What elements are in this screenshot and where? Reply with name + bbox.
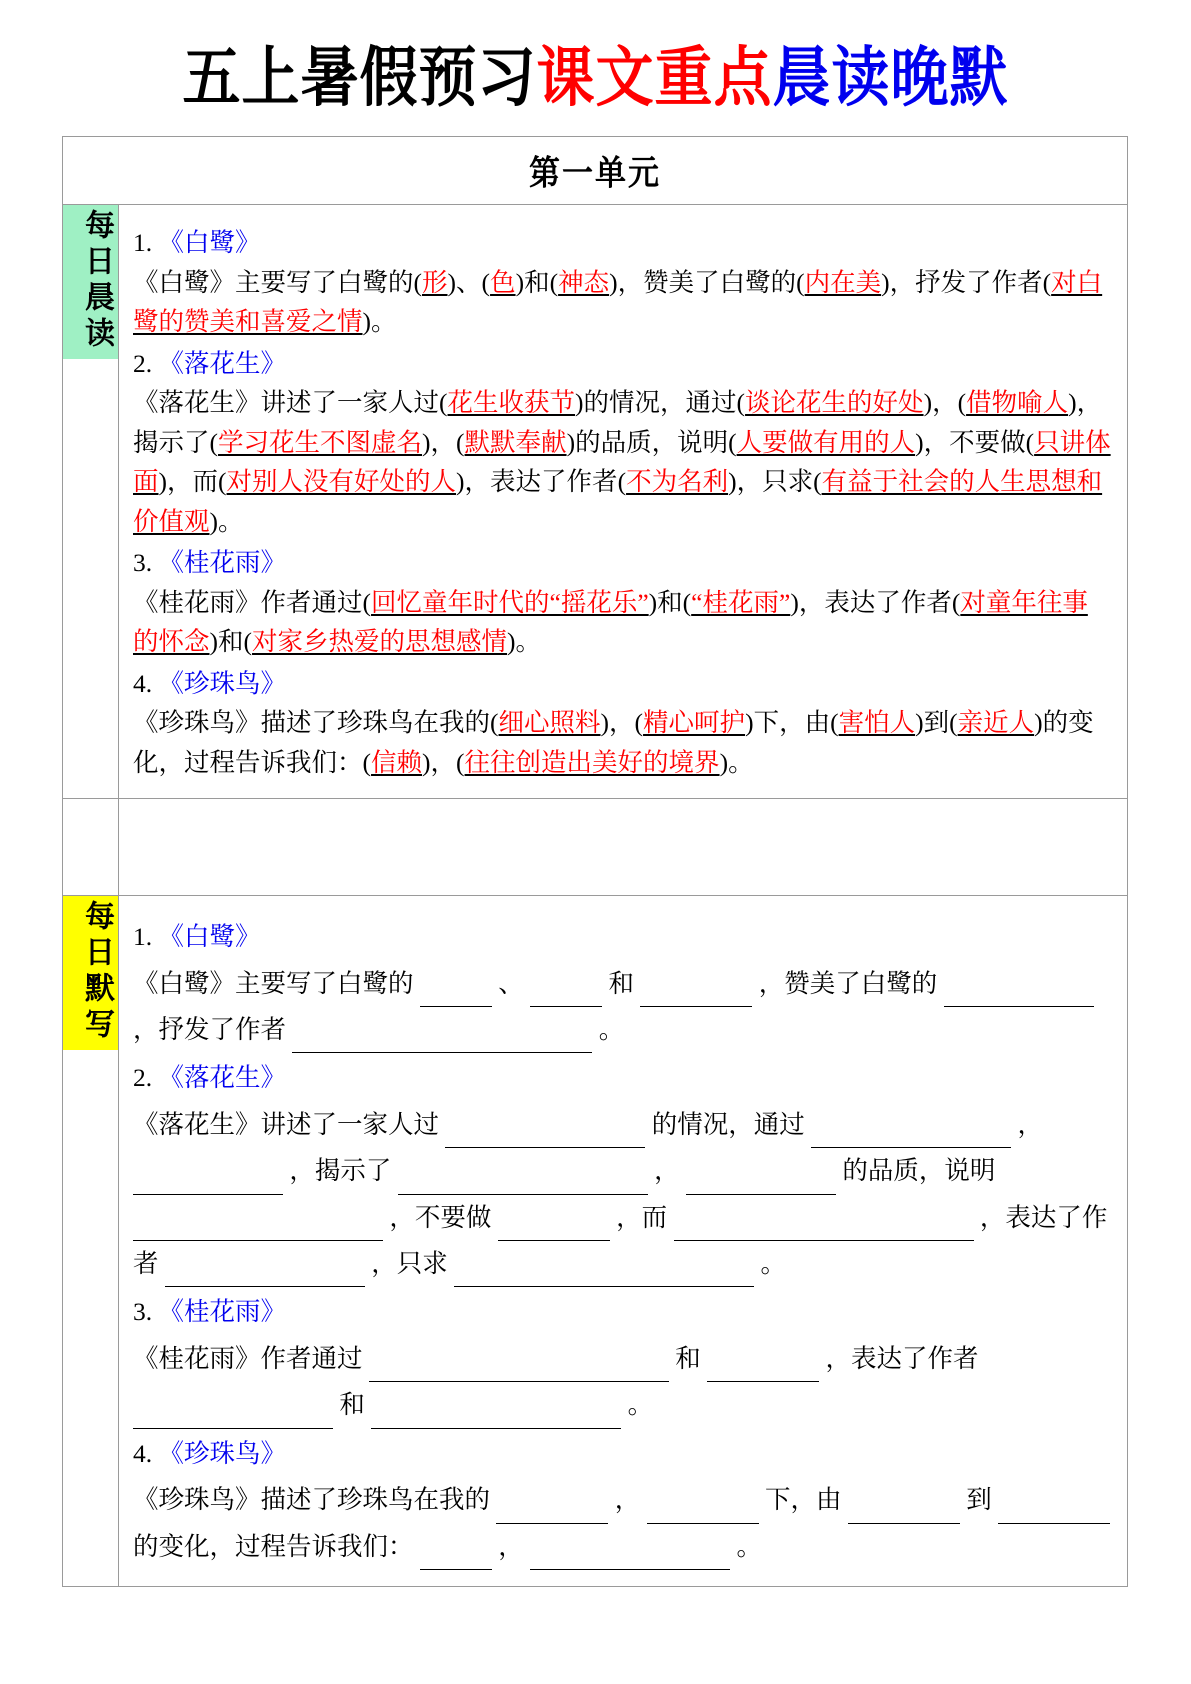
- body-text: ，只求: [371, 1249, 448, 1279]
- answer-text: 色: [490, 267, 516, 297]
- title-part-black: 五上暑假预习: [182, 38, 537, 116]
- lesson-number: 4.: [133, 1438, 153, 1468]
- fill-in-blank[interactable]: [371, 1401, 621, 1429]
- fill-in-blank[interactable]: [292, 1026, 592, 1054]
- answer-paren-open: (: [617, 467, 627, 497]
- fill-in-blank[interactable]: [165, 1260, 365, 1288]
- body-text: 、: [456, 267, 482, 297]
- answer-text: 默默奉献: [464, 427, 567, 457]
- body-text: ，: [1017, 1109, 1044, 1139]
- lesson-heading: [133, 543, 1113, 583]
- answer-text: 往往创造出美好的境界: [464, 747, 720, 777]
- body-text: 下，由: [753, 708, 831, 738]
- body-text: ，只求: [736, 467, 814, 497]
- lesson-title: 《珍珠鸟》: [158, 668, 287, 698]
- body-text: 《白鹭》主要写了白鹭的: [133, 968, 414, 998]
- answer-text: 对童年往事的怀念: [133, 587, 1088, 657]
- body-text: ，不要做: [923, 427, 1026, 457]
- unit-header-cell: [63, 137, 1127, 204]
- answer-paren-close: ): [648, 587, 658, 617]
- lesson-body: [133, 263, 1113, 342]
- answer-paren-open: (: [1025, 427, 1035, 457]
- answer-paren-close: ): [209, 506, 219, 536]
- answer-text: 害怕人: [838, 708, 916, 738]
- body-text: 下，由: [765, 1485, 842, 1515]
- body-text: ，不要做: [389, 1202, 492, 1232]
- lesson-title: 《桂花雨》: [158, 548, 287, 578]
- body-text: ，而: [616, 1202, 668, 1232]
- answer-paren-close: ): [158, 467, 168, 497]
- lesson-heading: [133, 664, 1113, 704]
- answer-paren-open: (: [209, 427, 219, 457]
- body-text: 、: [498, 968, 524, 998]
- answer-paren-close: ): [575, 388, 584, 418]
- body-text: 《桂花雨》作者通过: [133, 1343, 363, 1373]
- fill-in-blank[interactable]: [530, 979, 602, 1007]
- lesson-heading: [133, 1289, 1113, 1335]
- spacer-row: [63, 799, 1127, 896]
- fill-in-blank[interactable]: [674, 1213, 974, 1241]
- body-text: 《落花生》讲述了一家人过: [133, 1109, 440, 1139]
- body-text: ，抒发了作者: [133, 1015, 287, 1045]
- body-text: 。: [728, 747, 754, 777]
- answer-text: 神态: [558, 267, 610, 297]
- lesson-heading: [133, 1055, 1113, 1101]
- body-text: 。: [736, 1531, 763, 1561]
- fill-in-blank[interactable]: [640, 979, 752, 1007]
- body-text: ，赞美了白鹭的: [758, 968, 938, 998]
- answer-paren-close: ): [881, 267, 890, 297]
- answer-text: 形: [422, 267, 448, 297]
- fill-in-blank[interactable]: [398, 1167, 648, 1195]
- lesson-number: 3.: [133, 548, 153, 578]
- lesson-body: [133, 383, 1113, 541]
- fill-in-blank[interactable]: [530, 1542, 730, 1570]
- answer-paren-close: ): [422, 747, 431, 777]
- fill-in-blank[interactable]: [647, 1496, 759, 1524]
- answer-text: 学习花生不图虚名: [218, 427, 423, 457]
- answer-text: 对白鹭的赞美和喜爱之情: [133, 267, 1103, 337]
- body-text: 《珍珠鸟》描述了珍珠鸟在我的: [133, 1485, 491, 1515]
- answer-paren-close: ): [456, 467, 465, 497]
- answer-text: 细心照料: [498, 708, 601, 738]
- answer-paren-open: (: [682, 587, 692, 617]
- lesson-title: 《白鹭》: [158, 922, 261, 952]
- body-text: 和: [608, 968, 635, 998]
- answer-paren-close: ): [507, 627, 516, 657]
- body-text: ，揭示了: [133, 388, 1103, 457]
- answer-paren-open: (: [243, 627, 253, 657]
- body-text: 和: [675, 1343, 701, 1373]
- body-text: 到: [923, 708, 950, 738]
- dictation-side-cell: [63, 896, 119, 1586]
- body-text: 《珍珠鸟》描述了珍珠鸟在我的: [133, 708, 491, 738]
- lesson-body: [133, 1102, 1113, 1288]
- body-text: ，表达了作者: [798, 587, 952, 617]
- body-text: 的情况，通过: [651, 1109, 805, 1139]
- answer-text: 花生收获节: [447, 388, 576, 418]
- fill-in-blank[interactable]: [944, 979, 1094, 1007]
- unit-title: 第一单元: [529, 153, 661, 194]
- lesson-number: 1.: [133, 228, 153, 257]
- answer-text: “桂花雨”: [691, 587, 791, 617]
- lesson-body: [133, 961, 1113, 1054]
- answer-paren-open: (: [413, 267, 423, 297]
- answer-paren-close: ): [1068, 388, 1077, 418]
- answer-paren-close: ): [915, 427, 924, 457]
- answer-paren-open: (: [456, 427, 465, 457]
- body-text: 和: [218, 627, 244, 657]
- body-text: ，: [614, 1485, 641, 1515]
- lesson-body: [133, 583, 1113, 662]
- answer-paren-close: ): [609, 267, 618, 297]
- lesson-number: 4.: [133, 668, 153, 698]
- answer-text: 亲近人: [957, 708, 1035, 738]
- lesson-number: 2.: [133, 1063, 153, 1093]
- fill-in-blank[interactable]: [420, 979, 492, 1007]
- body-text: 和: [657, 587, 683, 617]
- spacer-body-cell: [119, 799, 1127, 895]
- body-text: 《落花生》讲述了一家人过: [133, 388, 440, 418]
- worksheet-table: [62, 136, 1128, 1587]
- body-text: 到: [966, 1485, 992, 1515]
- body-text: ，而: [167, 467, 219, 497]
- lesson-title: 《落花生》: [158, 348, 287, 378]
- answer-text: 精心呵护: [643, 708, 746, 738]
- answer-paren-close: ): [923, 388, 933, 418]
- answer-paren-close: ): [422, 427, 431, 457]
- fill-in-blank[interactable]: [133, 1167, 283, 1195]
- answer-paren-open: (: [456, 747, 465, 777]
- answer-paren-close: ): [600, 708, 610, 738]
- answer-paren-close: ): [1034, 708, 1043, 738]
- fill-in-blank[interactable]: [445, 1120, 645, 1148]
- dictation-label: 每日默写: [63, 896, 118, 1050]
- title-text: [182, 40, 1008, 115]
- morning-reading-label: 每日晨读: [63, 205, 118, 359]
- lesson-heading: [133, 223, 1113, 263]
- lesson-number: 3.: [133, 1297, 153, 1327]
- fill-in-blank[interactable]: [420, 1542, 492, 1570]
- fill-in-blank[interactable]: [454, 1260, 754, 1288]
- answer-paren-close: ): [362, 307, 372, 337]
- morning-reading-side-cell: [63, 205, 119, 798]
- page-title: [0, 0, 1191, 121]
- answer-paren-close: ): [915, 708, 924, 738]
- lesson-heading: [133, 914, 1113, 960]
- answer-text: 有益于社会的人生思想和价值观: [133, 467, 1103, 536]
- answer-paren-open: (: [736, 388, 746, 418]
- answer-text: 谈论花生的好处: [745, 388, 924, 418]
- body-text: ，: [430, 427, 457, 457]
- body-text: ，抒发了作者: [889, 267, 1043, 297]
- answer-paren-close: ): [515, 267, 525, 297]
- answer-text: 回忆童年时代的“摇花乐”: [371, 587, 649, 617]
- fill-in-blank[interactable]: [369, 1355, 669, 1383]
- body-text: 的品质，说明: [575, 427, 729, 457]
- title-part-blue: 晨读晚默: [772, 38, 1009, 116]
- body-text: 的品质，说明: [842, 1156, 996, 1186]
- lesson-number: 1.: [133, 922, 153, 952]
- answer-paren-open: (: [949, 708, 958, 738]
- body-text: ，: [609, 708, 635, 738]
- lesson-title: 《落花生》: [158, 1063, 287, 1093]
- answer-paren-close: ): [728, 467, 737, 497]
- answer-text: 对家乡热爱的思想感情: [252, 627, 508, 657]
- morning-reading-content: [119, 205, 1127, 798]
- lesson-heading: [133, 344, 1113, 384]
- fill-in-blank[interactable]: [811, 1120, 1011, 1148]
- fill-in-blank[interactable]: [707, 1355, 819, 1383]
- body-text: ，: [932, 388, 958, 418]
- unit-header-row: [63, 137, 1127, 205]
- body-text: ，表达了作者: [825, 1343, 979, 1373]
- body-text: 的变化，过程告诉我们：: [133, 708, 1094, 777]
- lesson-body: [133, 703, 1113, 782]
- body-text: 。: [627, 1390, 654, 1420]
- body-text: ，: [498, 1531, 524, 1561]
- body-text: 和: [339, 1390, 365, 1420]
- fill-in-blank[interactable]: [133, 1401, 333, 1429]
- answer-paren-open: (: [549, 267, 559, 297]
- answer-paren-open: (: [490, 708, 499, 738]
- body-text: 。: [760, 1249, 787, 1279]
- answer-paren-open: (: [481, 267, 491, 297]
- answer-paren-close: ): [719, 747, 729, 777]
- answer-text: 只讲体面: [133, 427, 1111, 497]
- fill-in-blank[interactable]: [848, 1496, 960, 1524]
- body-text: 。: [515, 627, 542, 657]
- fill-in-blank[interactable]: [998, 1496, 1110, 1524]
- answer-text: 不为名利: [626, 467, 729, 497]
- answer-text: 借物喻人: [966, 388, 1069, 418]
- answer-text: 信赖: [371, 747, 423, 777]
- title-part-red: 课文重点: [536, 38, 773, 116]
- answer-paren-close: ): [566, 427, 576, 457]
- answer-paren-open: (: [957, 388, 967, 418]
- answer-text: 对别人没有好处的人: [226, 467, 457, 497]
- lesson-body: [133, 1477, 1113, 1570]
- lesson-title: 《白鹭》: [158, 228, 261, 257]
- answer-paren-open: (: [362, 587, 372, 617]
- answer-paren-close: ): [447, 267, 457, 297]
- body-text: 和: [524, 267, 550, 297]
- lesson-title: 《珍珠鸟》: [158, 1438, 287, 1468]
- fill-in-blank[interactable]: [133, 1213, 383, 1241]
- body-text: ，赞美了白鹭的: [617, 267, 797, 297]
- answer-paren-open: (: [796, 267, 805, 297]
- lesson-heading: [133, 1431, 1113, 1477]
- spacer-side-cell: [63, 799, 119, 895]
- body-text: 的情况，通过: [583, 388, 737, 418]
- body-text: 。: [218, 506, 244, 536]
- answer-paren-open: (: [830, 708, 839, 738]
- answer-paren-open: (: [439, 388, 448, 418]
- lesson-body: [133, 1336, 1113, 1429]
- dictation-content: [119, 896, 1127, 1586]
- fill-in-blank[interactable]: [496, 1496, 608, 1524]
- answer-paren-open: (: [218, 467, 227, 497]
- lesson-title: 《桂花雨》: [158, 1297, 287, 1327]
- body-text: ，表达了作者: [464, 467, 618, 497]
- body-text: ，: [654, 1156, 680, 1186]
- answer-paren-open: (: [362, 747, 372, 777]
- lesson-number: 2.: [133, 348, 153, 378]
- answer-paren-open: (: [951, 587, 961, 617]
- answer-text: 人要做有用的人: [736, 427, 916, 457]
- answer-text: 内在美: [804, 267, 882, 297]
- answer-paren-open: (: [1042, 267, 1052, 297]
- body-text: 。: [598, 1015, 625, 1045]
- dictation-row: [63, 896, 1127, 1586]
- answer-paren-open: (: [728, 427, 737, 457]
- answer-paren-close: ): [209, 627, 219, 657]
- body-text: 《桂花雨》作者通过: [133, 587, 363, 617]
- morning-reading-row: [63, 205, 1127, 799]
- answer-paren-open: (: [813, 467, 822, 497]
- answer-paren-open: (: [634, 708, 644, 738]
- body-text: 《白鹭》主要写了白鹭的: [133, 267, 414, 297]
- body-text: ，揭示了: [289, 1156, 392, 1186]
- body-text: ，表达了作者: [133, 1202, 1108, 1279]
- fill-in-blank[interactable]: [498, 1213, 610, 1241]
- answer-paren-close: ): [790, 587, 799, 617]
- body-text: 。: [371, 307, 397, 337]
- body-text: 的变化，过程告诉我们：: [133, 1531, 414, 1561]
- body-text: ，: [430, 747, 457, 777]
- fill-in-blank[interactable]: [686, 1167, 836, 1195]
- answer-paren-close: ): [745, 708, 754, 738]
